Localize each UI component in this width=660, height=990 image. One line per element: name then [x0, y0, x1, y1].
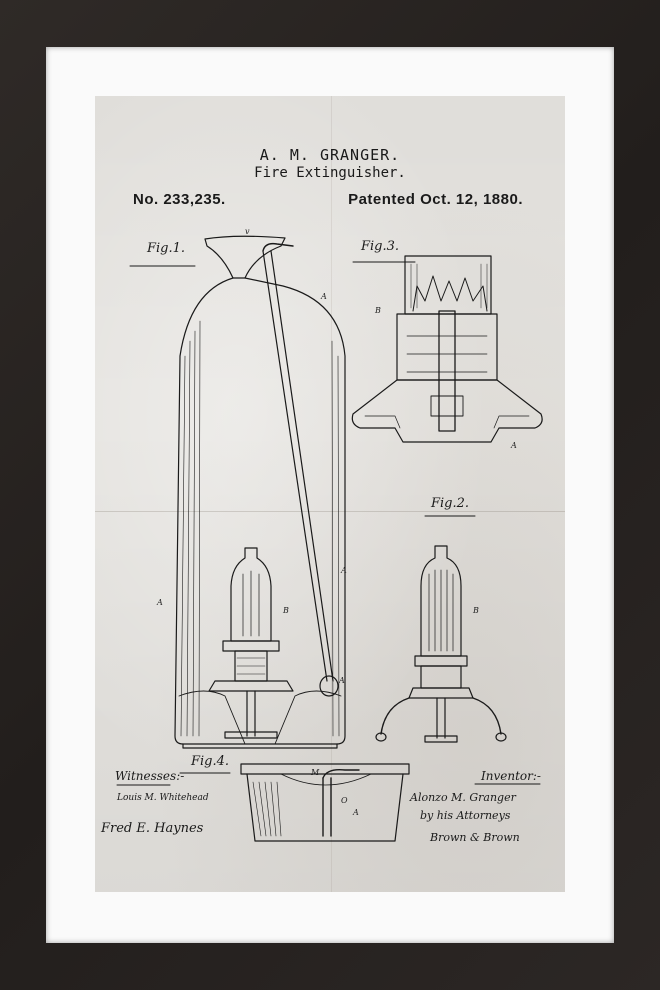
fig1-extinguisher-drawing [175, 236, 345, 748]
patent-title: Fire Extinguisher. [254, 165, 406, 181]
ref-letter: A [339, 676, 345, 685]
inventor-signature: Alonzo M. Granger [410, 791, 516, 804]
fig3-valve-section-drawing [352, 256, 542, 442]
attorneys-signature: Brown & Brown [430, 831, 520, 844]
mat-board [46, 47, 614, 943]
by-attorneys: by his Attorneys [420, 809, 511, 822]
fig3-label: Fig.3. [361, 239, 400, 254]
ref-letter: A [511, 441, 517, 450]
ref-letter: M [311, 768, 320, 777]
fig2-bottle-tripod-drawing [376, 546, 506, 742]
patent-date: Patented Oct. 12, 1880. [348, 191, 523, 208]
ref-letter: A [353, 808, 359, 817]
ref-letter: A [341, 566, 347, 575]
witnesses-label: Witnesses:- [115, 769, 185, 783]
ref-letter: B [283, 606, 289, 615]
witness1-signature: Louis M. Whitehead [117, 793, 209, 803]
ref-letter: A [157, 598, 163, 607]
label-underlines [117, 262, 540, 785]
inventor-label: Inventor:- [481, 769, 541, 783]
fig2-label: Fig.2. [431, 496, 470, 511]
fig4-label: Fig.4. [191, 754, 230, 769]
fig1-label: Fig.1. [147, 241, 186, 256]
inventor-name: A. M. GRANGER. [259, 146, 401, 164]
ref-letter: B [375, 306, 381, 315]
patent-paper [95, 96, 565, 892]
fig4-base-section-drawing [241, 764, 409, 841]
ref-letter: v [245, 227, 250, 236]
ref-letter: O [341, 796, 348, 805]
ref-letter: A [321, 292, 327, 301]
ref-letter: B [473, 606, 479, 615]
witness2-signature: Fred E. Haynes [101, 821, 204, 836]
patent-number: No. 233,235. [133, 191, 226, 208]
patent-drawings [95, 96, 565, 892]
